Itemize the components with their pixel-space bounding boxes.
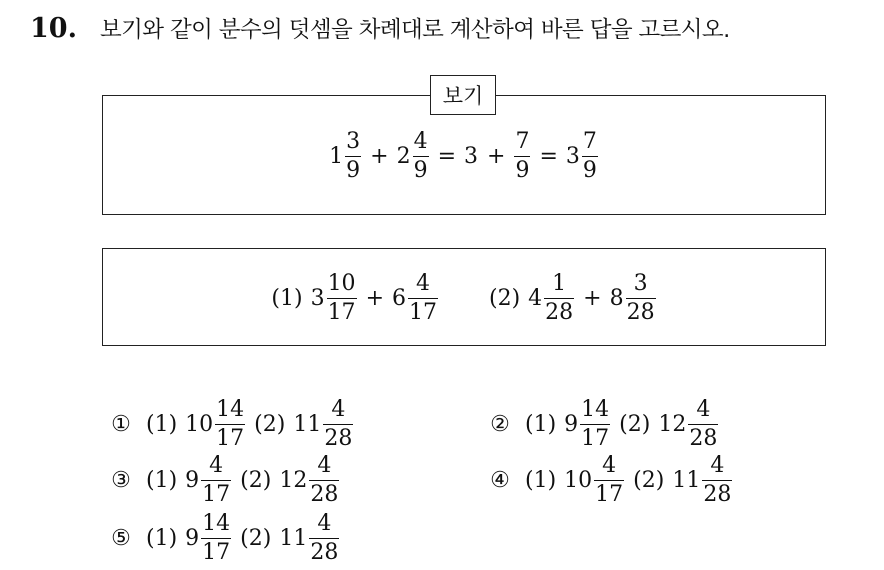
- fraction-bar: [215, 424, 245, 425]
- numerator: 14: [581, 397, 610, 422]
- choice-part-label: (1): [146, 526, 178, 551]
- fraction-bar: [327, 298, 357, 299]
- choice-part-label: (2): [240, 468, 272, 493]
- fraction-bar: [323, 424, 353, 425]
- numerator: 4: [696, 397, 711, 422]
- denominator: 28: [310, 540, 339, 565]
- choice-part-label: (2): [619, 412, 651, 437]
- whole-part: 3: [310, 285, 325, 311]
- whole-part: 12: [279, 468, 308, 493]
- numerator: 4: [317, 511, 332, 536]
- numerator: 3: [633, 270, 648, 296]
- plus-sign: +: [365, 285, 384, 311]
- fraction-bar: [514, 156, 530, 157]
- whole-part: 12: [658, 412, 687, 437]
- fraction-bar: [582, 156, 598, 157]
- plus-sign: +: [583, 285, 602, 311]
- denominator: 17: [595, 482, 624, 507]
- mixed-number: [564, 454, 625, 507]
- whole-part: 11: [279, 526, 308, 551]
- numerator: 4: [331, 397, 346, 422]
- numerator: 4: [602, 453, 617, 478]
- answer-choice-5[interactable]: [108, 512, 340, 565]
- fraction: [345, 130, 361, 183]
- fraction: [594, 454, 624, 507]
- numerator: 4: [413, 128, 428, 154]
- denominator: 28: [703, 482, 732, 507]
- numerator: 7: [515, 128, 530, 154]
- denominator: 17: [327, 299, 356, 325]
- fraction: [309, 454, 339, 507]
- mixed-number: [610, 272, 657, 325]
- numerator: 10: [327, 270, 356, 296]
- choice-part-label: (1): [146, 468, 178, 493]
- numerator: 4: [317, 453, 332, 478]
- mixed-number: [185, 398, 246, 451]
- fraction-bar: [594, 480, 624, 481]
- mixed-number: [279, 512, 340, 565]
- fraction: [688, 398, 718, 451]
- numerator: 4: [209, 453, 224, 478]
- denominator: 17: [202, 482, 231, 507]
- numerator: 14: [216, 397, 245, 422]
- whole-part: 9: [185, 468, 200, 493]
- mixed-number: [293, 398, 354, 451]
- whole-part: 3: [565, 143, 580, 169]
- mixed-number: [329, 130, 362, 183]
- fraction-bar: [201, 480, 231, 481]
- numerator: 1: [552, 270, 567, 296]
- fraction-bar: [201, 538, 231, 539]
- equals-sign: =: [539, 143, 558, 169]
- mixed-number: [311, 272, 358, 325]
- denominator: 28: [626, 299, 655, 325]
- mixed-number: [279, 454, 340, 507]
- fraction: [323, 398, 353, 451]
- answer-choice-3[interactable]: [108, 454, 340, 507]
- numerator: 4: [710, 453, 725, 478]
- fraction-bar: [626, 298, 656, 299]
- denominator: 17: [581, 426, 610, 451]
- choice-part-label: (1): [525, 412, 557, 437]
- denominator: 28: [324, 426, 353, 451]
- denominator: 28: [310, 482, 339, 507]
- fraction: [413, 130, 429, 183]
- fraction-bar: [702, 480, 732, 481]
- whole-part: 10: [564, 468, 593, 493]
- whole-part: 11: [293, 412, 322, 437]
- mixed-number: [185, 454, 232, 507]
- choice-marker: ③: [111, 468, 131, 493]
- numerator: 3: [346, 128, 361, 154]
- mixed-number: [672, 454, 733, 507]
- problem-label: (1): [271, 285, 303, 311]
- problem-expressions: [103, 249, 825, 347]
- fraction-bar: [580, 424, 610, 425]
- problem-box: [102, 248, 826, 346]
- whole-part: 6: [392, 285, 406, 311]
- fraction: [626, 272, 656, 325]
- fraction-bar: [413, 156, 429, 157]
- fraction: [327, 272, 357, 325]
- choice-marker: ①: [111, 412, 131, 437]
- mixed-number: [392, 272, 439, 325]
- denominator: 9: [515, 157, 530, 183]
- fraction: [201, 454, 231, 507]
- mixed-number: [566, 130, 599, 183]
- fraction-bar: [309, 480, 339, 481]
- whole-part: 10: [185, 412, 214, 437]
- whole-part: 11: [672, 468, 701, 493]
- fraction: [580, 398, 610, 451]
- denominator: 9: [413, 157, 428, 183]
- whole-part: 4: [528, 285, 543, 311]
- fraction-bar: [309, 538, 339, 539]
- problem-label: (2): [489, 285, 521, 311]
- denominator: 17: [202, 540, 231, 565]
- mixed-number: [528, 272, 575, 325]
- question-header: [30, 10, 730, 46]
- choice-marker: ⑤: [111, 526, 131, 551]
- equals-sign: =: [437, 143, 456, 169]
- fraction: [309, 512, 339, 565]
- whole-number: 3: [464, 143, 478, 169]
- fraction: [514, 130, 530, 183]
- fraction: [544, 272, 574, 325]
- choice-marker: ②: [490, 412, 510, 437]
- choice-marker: ④: [490, 468, 510, 493]
- choice-part-label: (2): [240, 526, 272, 551]
- answer-choice-1[interactable]: [108, 398, 354, 451]
- fraction-bar: [345, 156, 361, 157]
- choice-part-label: (1): [146, 412, 178, 437]
- whole-part: 9: [185, 526, 200, 551]
- whole-part: 9: [564, 412, 579, 437]
- fraction: [215, 398, 245, 451]
- denominator: 9: [346, 157, 361, 183]
- fraction: [408, 272, 438, 325]
- denominator: 9: [582, 157, 597, 183]
- question-text: 보기와 같이 분수의 덧셈을 차례대로 계산하여 바른 답을 고르시오.: [100, 17, 730, 43]
- whole-part: 1: [329, 143, 344, 169]
- mixed-number: [185, 512, 232, 565]
- choice-part-label: (1): [525, 468, 557, 493]
- denominator: 28: [689, 426, 718, 451]
- denominator: 17: [409, 299, 437, 325]
- numerator: 7: [582, 128, 597, 154]
- fraction: [582, 130, 598, 183]
- mixed-number: [397, 130, 430, 183]
- choice-part-label: (2): [254, 412, 286, 437]
- example-box-label: 보기: [430, 75, 496, 115]
- mixed-number: [658, 398, 719, 451]
- fraction-bar: [688, 424, 718, 425]
- fraction: [201, 512, 231, 565]
- numerator: 4: [416, 270, 430, 296]
- denominator: 28: [545, 299, 574, 325]
- denominator: 17: [216, 426, 245, 451]
- whole-part: 2: [396, 143, 411, 169]
- fraction-bar: [544, 298, 574, 299]
- answer-choice-2[interactable]: [487, 398, 719, 451]
- plus-sign: +: [487, 143, 506, 169]
- fraction: [702, 454, 732, 507]
- question-number: 10.: [30, 12, 77, 44]
- answer-choice-4[interactable]: [487, 454, 733, 507]
- choice-part-label: (2): [633, 468, 665, 493]
- numerator: 14: [202, 511, 231, 536]
- fraction-bar: [408, 298, 438, 299]
- plus-sign: +: [370, 143, 389, 169]
- mixed-number: [564, 398, 611, 451]
- whole-part: 8: [609, 285, 624, 311]
